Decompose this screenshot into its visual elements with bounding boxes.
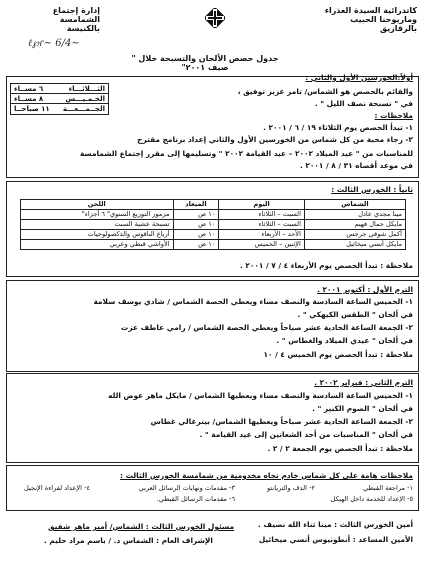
notes3-heading: ملاحظات هامة على كل شماس خادم تجاه مخدومية من شمامسة الخورس الثالث : [120,471,413,480]
term1-line2: في ألحان " الطقس الكيهكي " . [297,310,413,319]
footer-assistant: الأمين المساعد : أنطونيوس أنسي ميخائيل [258,535,413,544]
term1-line1: ١- الخميس الساعة السادسة والنصف مساء ويعطي الحصة الشماس / شادي يوسف سلامة [93,297,413,306]
section2-note: ملاحظة : تبدأ الحصص يوم الأربعاء ٤ / ٧ / ٢٠٠١ . [240,261,413,270]
term1-note: ملاحظة : تبدأ الحصص يوم الخميس ٤ / ١٠ [263,350,413,359]
notes3-item: ٣- مقدمات ونهايات الرسائل العربي [138,484,235,492]
admin-line-2: بالكنيسة [66,24,100,34]
page-title: جدول حصص الألحان والتسبحة خلال " صيف ٢٠٠١" [131,54,279,72]
section1-note3: للمناسبات من " عيد الميلاد ٢٠٠٢ – عيد القيامة ٢٠٠٢ " وتسليمها إلى مقرر إجتماع الشمامسة [79,149,413,158]
admin-header [10,6,100,34]
table-row: أكمل شوقي جرجس الأحد – الأربعاء ١٠ ص أرباع الناقوس والذكصولوجيات [21,230,406,240]
section1-note2: ٢- رجاء محبة من كل شماس من الخورسين الأول والثاني إعداد برنامج مقترح [137,135,413,144]
cross-logo-icon [205,8,225,28]
footer-responsible: مسئول الخورس الثالث : الشماس/ أمير ماهر شفيق [48,522,235,531]
notes3-item: ٢- الدف والتريانتو [267,484,315,492]
section1-line1: والقائم بالحصص هو الشماس/ تامر عزيز توفيق ، [237,87,413,96]
term1-heading: الترم الأول : أكتوبر ٢٠٠١ . [317,285,413,294]
church-city: بالزقازيق [379,24,417,34]
notes3-item: ٤- الإعداد لقراءة الإنجيل [23,484,90,492]
schedule-row: الخـمـيـــس ٨ مســاء [11,94,108,104]
section1-note4: في موعد أقصاه ٣١ / ٨ / ٢٠٠١ . [299,161,413,170]
term2-note: ملاحظة : تبدأ الحصص يوم الجمعة ٢ / ٢ . [267,444,413,453]
term2-heading: الترم الثاني : فبراير ٢٠٠٢ . [314,378,413,387]
admin-line-1: إدارة إجتماع الشمامسة [52,6,100,25]
term1-line4: في ألحان " عيدي الميلاد والغطاس " . [276,336,413,345]
section2-heading: ثانياً : الخورس الثالث : [331,185,413,194]
term2-line3: ٢- الجمعة الساعة الحادية عشر صباحاً ويعطيها الشماس/ بيترغالي غطاس [150,417,413,426]
term2-line1: ١- الخميس الساعة السادسة والنصف مساء ويعطيها الشماس / مايكل ماهر عوض الله [108,391,413,400]
service-table [20,199,406,250]
col-header: اللحن [21,200,174,210]
table-row: مايكل جمال فهيم السبت – الثلاثاء ١٠ ص تسبحة عشية السبت [21,220,406,230]
col-header: الميعاد [173,200,219,210]
notes3-item: ٥- الإعداد للخدمة داخل الهيكل [330,495,413,503]
term2-line4: في ألحان " المناسبات من أحد الشعانين إلى عيد القيامة " . [199,430,413,439]
notes3-item: ٦- مقدمات الرسائل القبطي. [156,495,235,503]
section1-note1: ١- تبدأ الحصص يوم الثلاثاء ١٩ / ٦ / ٢٠٠١ . [263,123,413,132]
table-row: مينا مجدي عادل السبت – الثلاثاء ١٠ ص مزمور التوزيع السنوي" ٦ أجزاء" [21,210,406,220]
church-header [297,6,417,34]
col-header: الشماس [304,200,405,210]
handwritten-signature: ~ℓ℘ɾ~ 6/4 [28,38,80,49]
term1-line3: ٢- الجمعة الساعة الحادية عشر صباحاً ويعطي الحصة الشماس / رامي عاطف عزت [120,323,413,332]
footer-supervision: الإشراف العام : الشماس د. / باسم مراد حليم . [44,536,213,545]
church-name-1: كاتدرائية السيدة العذراء [324,6,417,15]
church-name-2: ومارپوحنا الحبيب [350,15,417,25]
section1-notes-label: ملاحظات : [374,111,413,120]
table-row: مايكل أنسي ميخائيل الإثنين – الخميس ١٠ ص الأواشي قبطي وعربي [21,240,406,250]
schedule-row: الجــمـــعـــة ١١ صباحــا [14,105,105,113]
section1-line2: في " تسبحة نصف الليل " . [314,99,413,108]
notes3-item: ١- مراجعة القبطي [363,484,413,492]
col-header: اليوم [219,200,305,210]
footer-secretary: أمين الخورس الثالث : مينا ثناء الله نصيف . [258,520,413,529]
section1-heading: أولاً:الخورسين الأول والثاني : [305,73,413,82]
term2-line2: في ألحان " الصوم الكبير " . [312,404,413,413]
schedule-row: الثـــلاثـــاء ٦ مســاء [11,84,108,94]
